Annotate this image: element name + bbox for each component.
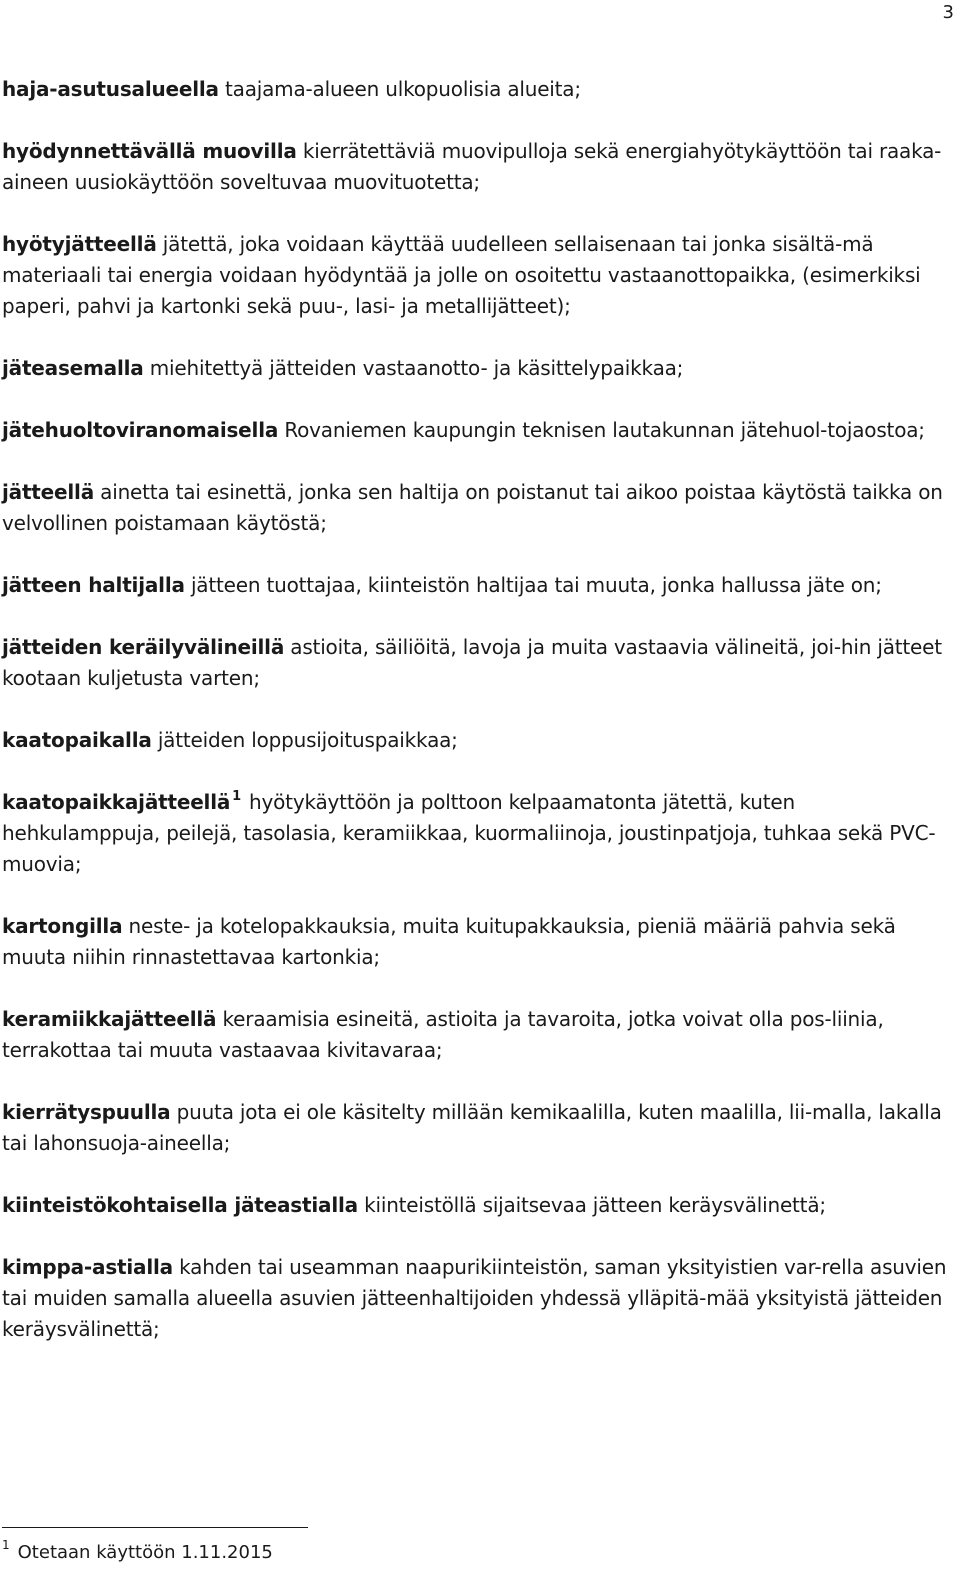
- footnote-separator: [2, 1527, 308, 1528]
- definition-list: [2, 74, 948, 1376]
- definition-text: jätteiden loppusijoituspaikkaa;: [151, 728, 458, 752]
- definition-text: neste- ja kotelopakkauksia, muita kuitupakkauksia, pieniä määriä pahvia sekä muuta niihin rinnastettavaa kartonkia;: [2, 914, 896, 969]
- definition-entry: [2, 477, 948, 539]
- definition-text: ainetta tai esinettä, jonka sen haltija on poistanut tai aikoo poistaa käytöstä taikka on velvollinen poistamaan käytöstä;: [2, 480, 943, 535]
- definition-entry: [2, 570, 948, 601]
- definition-term: keramiikkajätteellä: [2, 1007, 217, 1031]
- footnote: [2, 1538, 273, 1568]
- definition-text: kierrätettäviä muovipulloja sekä energiahyötykäyttöön tai raaka-aineen uusiokäyttöön soveltuvaa muovituotetta;: [2, 139, 942, 194]
- definition-entry: [2, 136, 948, 198]
- definition-entry: [2, 1252, 948, 1345]
- definition-term: hyödynnettävällä muovilla: [2, 139, 297, 163]
- definition-term: jätteen haltijalla: [2, 573, 185, 597]
- definition-entry: [2, 725, 948, 756]
- definition-text: kiinteistöllä sijaitsevaa jätteen keräysvälinettä;: [357, 1193, 826, 1217]
- definition-entry: [2, 787, 948, 880]
- page-number: 3: [942, 2, 954, 23]
- definition-term: kaatopaikkajätteellä: [2, 790, 231, 814]
- definition-term: kierrätyspuulla: [2, 1100, 171, 1124]
- footnote-text: Otetaan käyttöön 1.11.2015: [17, 1542, 273, 1563]
- footnote-mark: 1: [2, 1538, 10, 1552]
- definition-entry: [2, 632, 948, 694]
- definition-entry: [2, 74, 948, 105]
- definition-term: kimppa-astialla: [2, 1255, 173, 1279]
- definition-entry: [2, 1190, 948, 1221]
- definition-entry: [2, 353, 948, 384]
- definition-text: kahden tai useamman naapurikiinteistön, saman yksityistien var-rella asuvien tai muiden samalla alueella asuvien jätteenhaltijoiden yhdessä ylläpitä-mää yksityistä jätteiden keräysvälinettä;: [2, 1255, 947, 1341]
- definition-term: kiinteistökohtaisella jäteastialla: [2, 1193, 358, 1217]
- definition-text: miehitettyä jätteiden vastaanotto- ja käsittelypaikkaa;: [143, 356, 684, 380]
- definition-entry: [2, 415, 948, 446]
- definition-term: haja-asutusalueella: [2, 77, 219, 101]
- definition-term: hyötyjätteellä: [2, 232, 157, 256]
- definition-term: kartongilla: [2, 914, 123, 938]
- definition-term: jätehuoltoviranomaisella: [2, 418, 279, 442]
- definition-term: jätteellä: [2, 480, 95, 504]
- footnote-reference: 1: [232, 789, 242, 804]
- definition-entry: [2, 911, 948, 973]
- definition-text: hyötykäyttöön ja polttoon kelpaamatonta jätettä, kuten hehkulamppuja, peilejä, tasolasia, keramiikkaa, kuormaliinoja, joustinpatjoja, tuhkaa sekä PVC-muovia;: [2, 790, 936, 876]
- definition-term: kaatopaikalla: [2, 728, 152, 752]
- definition-text: Rovaniemen kaupungin teknisen lautakunnan jätehuol-tojaostoa;: [278, 418, 925, 442]
- definition-term: jätteiden keräilyvälineillä: [2, 635, 285, 659]
- definition-entry: [2, 229, 948, 322]
- definition-entry: [2, 1004, 948, 1066]
- definition-entry: [2, 1097, 948, 1159]
- definition-text: jätteen tuottajaa, kiinteistön haltijaa tai muuta, jonka hallussa jäte on;: [184, 573, 882, 597]
- definition-text: astioita, säiliöitä, lavoja ja muita vastaavia välineitä, joi-hin jätteet kootaan kuljetusta varten;: [2, 635, 942, 690]
- definition-text: keraamisia esineitä, astioita ja tavaroita, jotka voivat olla pos-liinia, terrakottaa tai muuta vastaavaa kivitavaraa;: [2, 1007, 884, 1062]
- definition-text: jätettä, joka voidaan käyttää uudelleen sellaisenaan tai jonka sisältä-mä materiaali tai energia voidaan hyödyntää ja jolle on osoitettu vastaanottopaikka, (esimerkiksi paperi, pahvi ja kartonki sekä puu-, lasi- ja metallijätteet);: [2, 232, 921, 318]
- definition-text: taajama-alueen ulkopuolisia alueita;: [218, 77, 581, 101]
- definition-text: puuta jota ei ole käsitelty millään kemikaalilla, kuten maalilla, lii-malla, lakalla tai lahonsuoja-aineella;: [2, 1100, 942, 1155]
- definition-term: jäteasemalla: [2, 356, 144, 380]
